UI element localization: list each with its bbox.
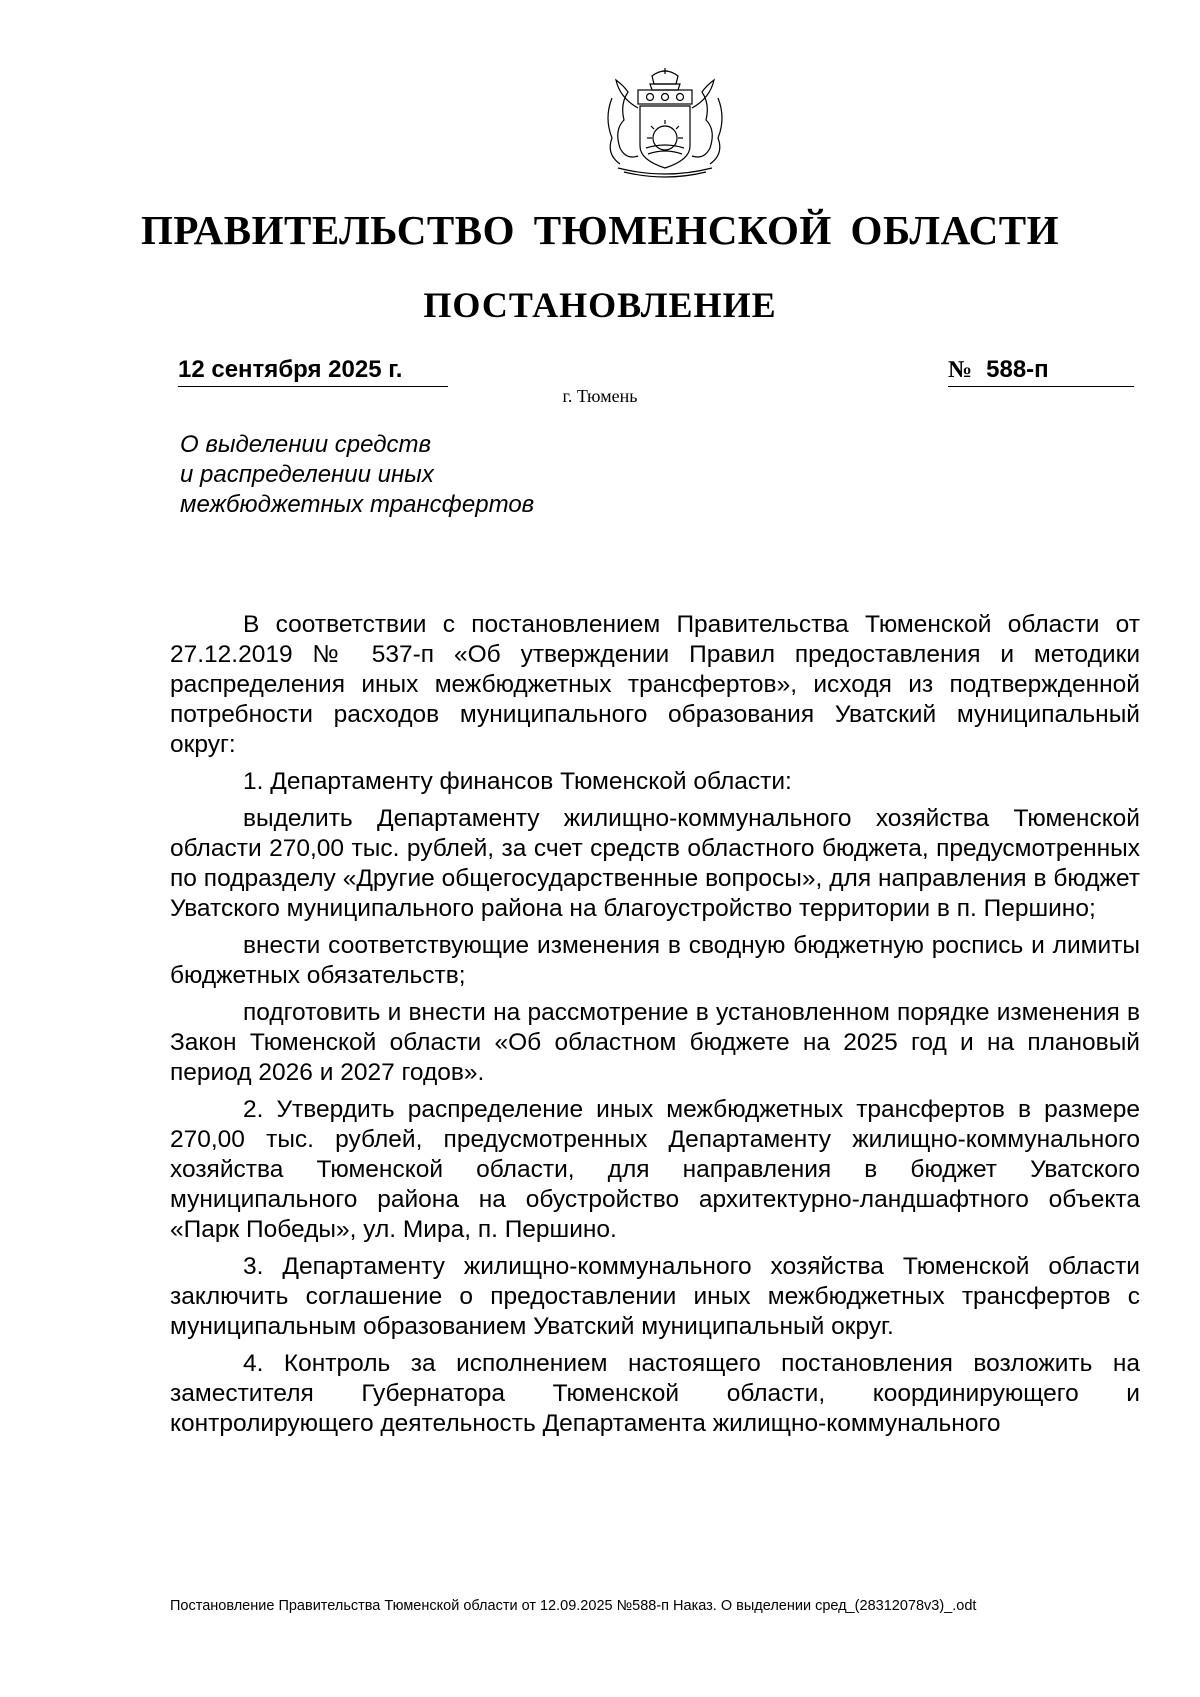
document-subject [180, 430, 534, 520]
document-date: 12 сентября 2025 г. [178, 356, 448, 387]
government-title: ПРАВИТЕЛЬСТВО ТЮМЕНСКОЙ ОБЛАСТИ [140, 207, 1059, 253]
document-city: г. Тюмень [562, 386, 638, 406]
subject-line: О выделении средств [180, 431, 432, 458]
document-type-title: ПОСТАНОВЛЕНИЕ [423, 285, 777, 325]
subject-line: межбюджетных трансфертов [180, 491, 535, 518]
body-paragraph: 4. Контроль за исполнением настоящего постановления возложить на заместителя Губернатора Тюменской области, координирующего и контролирующего деятельность Департамента жилищно-коммунального [170, 1350, 1140, 1437]
coat-of-arms-icon [590, 68, 740, 178]
document-number-field [948, 356, 1134, 387]
body-paragraph: выделить Департаменту жилищно-коммунального хозяйства Тюменской области 270,00 тыс. рублей, за счет средств областного бюджета, предусмотренных по подразделу «Другие общегосударственные вопросы», для направления в бюджет Уватского муниципального района на благоустройство территории в п. Першино; [170, 805, 1140, 922]
number-sign: № [948, 357, 973, 383]
document-body [170, 610, 1140, 1446]
body-paragraph: 1. Департаменту финансов Тюменской области: [243, 768, 792, 795]
subject-line: и распределении иных [180, 461, 434, 488]
page-footer: Постановление Правительства Тюменской области от 12.09.2025 №588-п Наказ. О выделении сред_(28312078v3)_.odt [170, 1598, 977, 1614]
body-paragraph: 2. Утвердить распределение иных межбюджетных трансфертов в размере 270,00 тыс. рублей, предусмотренных Департаменту жилищно-коммунального хозяйства Тюменской области, для направления в бюджет Уватского муниципального района на обустройство архитектурно-ландшафтного объекта «Парк Победы», ул. Мира, п. Першино. [170, 1096, 1140, 1243]
body-paragraph: подготовить и внести на рассмотрение в установленном порядке изменения в Закон Тюменской области «Об областном бюджете на 2025 год и на плановый период 2026 и 2027 годов». [170, 999, 1140, 1086]
body-paragraph: 3. Департаменту жилищно-коммунального хозяйства Тюменской области заключить соглашение о предоставлении иных межбюджетных трансфертов с муниципальным образованием Уватский муниципальный округ. [170, 1253, 1140, 1340]
body-paragraph: внести соответствующие изменения в сводную бюджетную роспись и лимиты бюджетных обязательств; [170, 932, 1140, 989]
body-paragraph: В соответствии с постановлением Правительства Тюменской области от 27.12.2019 № 537-п «Об утверждении Правил предоставления и методики распределения иных межбюджетных трансфертов», исходя из подтвержденной потребности расходов муниципального образования Уватский муниципальный округ: [170, 611, 1140, 758]
document-number: 588-п [986, 356, 1049, 383]
